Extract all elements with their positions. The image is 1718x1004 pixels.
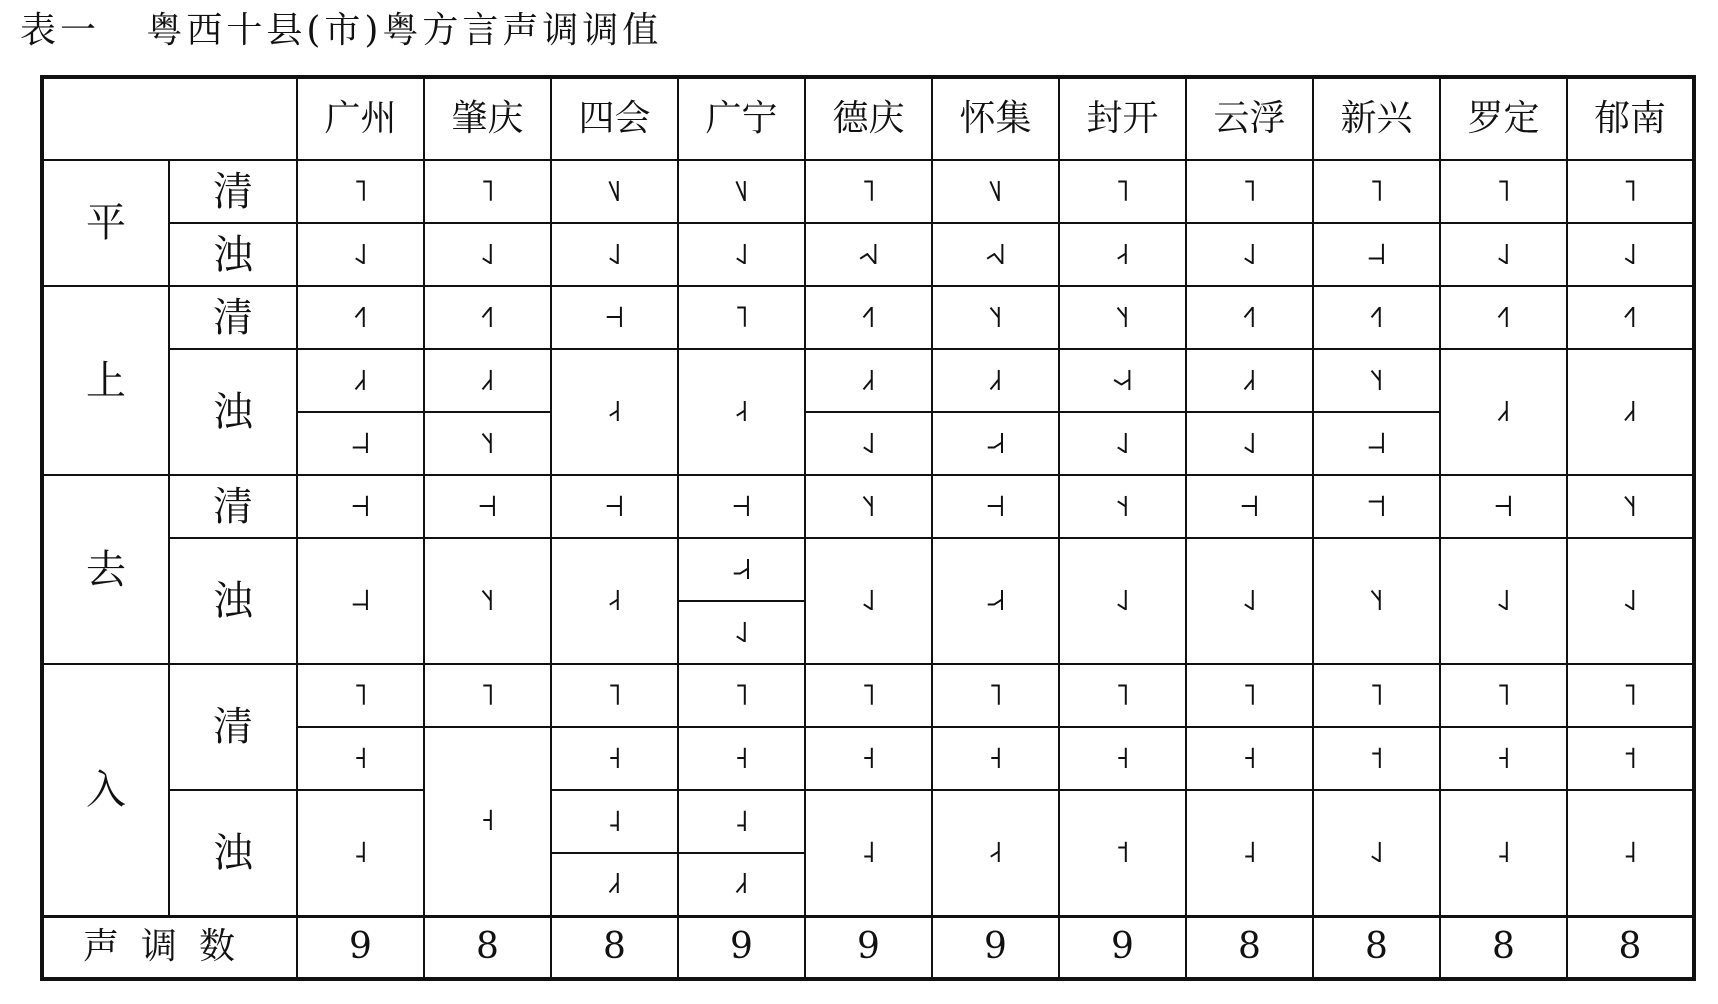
row-qu-zhuo-a	[42, 538, 1694, 601]
tone-count-value: 8	[424, 916, 551, 979]
tone-cell: ˧˥	[1567, 286, 1694, 349]
row-shang-qing	[42, 286, 1694, 349]
category-ping: 平	[42, 160, 169, 286]
category-ru: 入	[42, 664, 169, 916]
tone-cell: ˥˧	[1313, 538, 1440, 664]
tone-cell: ˥	[1186, 664, 1313, 727]
tone-cell: ˨˧	[551, 538, 678, 664]
tone-cell: ˥˧	[1059, 286, 1186, 349]
place-sihui: 四会	[551, 77, 678, 160]
tone-cell: ˨˧	[932, 790, 1059, 916]
tone-cell: ˧˥	[1313, 286, 1440, 349]
tone-cell: ˨˩	[1440, 223, 1567, 286]
corner-cell	[42, 77, 297, 160]
tone-cell: ˥	[805, 160, 932, 223]
tone-cell: ˨˩	[1440, 538, 1567, 664]
tone-cell: ˦	[1567, 727, 1694, 790]
tone-cell: ˨	[297, 790, 424, 916]
tone-cell: ˨	[678, 790, 805, 853]
tone-cell: ˧˥	[297, 286, 424, 349]
place-zhaoqing: 肇庆	[424, 77, 551, 160]
tone-count-value: 9	[805, 916, 932, 979]
row-qu-qing	[42, 475, 1694, 538]
tone-cell: ˩˧	[424, 349, 551, 412]
tone-cell: ˥	[297, 160, 424, 223]
tone-cell: ˨˩	[297, 223, 424, 286]
category-qu: 去	[42, 475, 169, 664]
register-qing: 清	[169, 664, 297, 790]
tone-cell: ˩˧	[932, 349, 1059, 412]
tone-cell: ˧˥	[1186, 286, 1313, 349]
tone-cell: ˨˩	[1186, 223, 1313, 286]
tone-cell: ˧˥	[424, 286, 551, 349]
tone-cell: ˥	[678, 664, 805, 727]
tone-cell: ˨˨	[1313, 412, 1440, 475]
table-caption: 表一 粤西十县(市)粤方言声调调值	[20, 10, 663, 51]
tone-cell: ˦˧	[1059, 475, 1186, 538]
tone-count-value: 9	[297, 916, 424, 979]
header-row	[42, 77, 1694, 160]
tone-count-value: 8	[1440, 916, 1567, 979]
tone-cell: ˥˧	[1567, 475, 1694, 538]
tone-cell: ˥˩	[678, 160, 805, 223]
tone-cell: ˧˥	[1440, 286, 1567, 349]
tone-cell: ˨˩	[1059, 412, 1186, 475]
tone-cell: ˧˧	[1440, 475, 1567, 538]
tone-cell: ˧	[805, 727, 932, 790]
tone-cell: ˥	[1059, 160, 1186, 223]
tone-count-value: 8	[1313, 916, 1440, 979]
tone-cell: ˧	[932, 727, 1059, 790]
register-qing: 清	[169, 475, 297, 538]
tone-cell: ˥˧	[805, 475, 932, 538]
tone-cell: ˨˩	[805, 412, 932, 475]
tone-cell: ˨˧˩	[932, 223, 1059, 286]
tone-cell: ˥˧	[424, 412, 551, 475]
tone-cell: ˥	[1313, 664, 1440, 727]
place-guangning: 广宁	[678, 77, 805, 160]
register-zhuo: 浊	[169, 790, 297, 916]
tone-cell: ˨˩	[678, 601, 805, 664]
tone-count-value: 8	[1186, 916, 1313, 979]
tone-cell: ˧	[1186, 727, 1313, 790]
tone-cell: ˨˧	[1059, 223, 1186, 286]
tone-cell: ˨˩	[1059, 538, 1186, 664]
tone-cell: ˨˩	[1313, 790, 1440, 916]
tone-cell: ˧	[1440, 727, 1567, 790]
tone-cell: ˥	[1440, 160, 1567, 223]
tone-cell: ˥	[424, 160, 551, 223]
row-ru-qing-a	[42, 664, 1694, 727]
tone-cell: ˧	[297, 727, 424, 790]
tone-cell: ˨˨	[297, 538, 424, 664]
tone-cell: ˨˩	[1186, 538, 1313, 664]
category-shang: 上	[42, 286, 169, 475]
tone-cell: ˧	[424, 727, 551, 916]
tone-cell: ˧˨˧	[1059, 349, 1186, 412]
tone-cell: ˩˧	[1186, 349, 1313, 412]
tone-cell: ˨˧˩	[805, 223, 932, 286]
tone-cell: ˥	[1059, 664, 1186, 727]
tone-cell: ˩˧	[297, 349, 424, 412]
tone-count-value: 9	[678, 916, 805, 979]
place-huaiji: 怀集	[932, 77, 1059, 160]
tone-cell: ˥	[932, 664, 1059, 727]
tone-cell: ˥˧	[424, 538, 551, 664]
tone-cell: ˩˧	[551, 853, 678, 916]
tone-cell: ˨	[551, 790, 678, 853]
tone-cell: ˧	[678, 727, 805, 790]
tone-cell: ˥	[551, 664, 678, 727]
row-ru-zhuo-a	[42, 790, 1694, 853]
tone-cell: ˥˩	[551, 160, 678, 223]
tone-value-table	[40, 75, 1696, 981]
tone-cell: ˦˦	[1313, 475, 1440, 538]
place-xinxing: 新兴	[1313, 77, 1440, 160]
tone-cell: ˨˨˧	[678, 538, 805, 601]
tone-cell: ˥˧	[1313, 349, 1440, 412]
tone-cell: ˨˩	[1186, 412, 1313, 475]
tone-cell: ˥	[297, 664, 424, 727]
tone-cell: ˧	[551, 727, 678, 790]
tone-cell: ˧˧	[678, 475, 805, 538]
tone-count-value: 8	[1567, 916, 1694, 979]
tone-cell: ˨˨	[1313, 223, 1440, 286]
tone-count-label: 声调数	[42, 916, 297, 979]
place-yunan: 郁南	[1567, 77, 1694, 160]
tone-cell: ˨˩	[1567, 223, 1694, 286]
tone-cell: ˦	[1059, 790, 1186, 916]
tone-cell: ˨˨	[297, 412, 424, 475]
tone-cell: ˩˧	[678, 853, 805, 916]
tone-cell: ˨˨˧	[932, 412, 1059, 475]
place-yunfu: 云浮	[1186, 77, 1313, 160]
tone-cell: ˥	[424, 664, 551, 727]
register-qing: 清	[169, 286, 297, 349]
tone-cell: ˨˧	[551, 349, 678, 475]
register-zhuo: 浊	[169, 223, 297, 286]
tone-cell: ˩˧	[1567, 349, 1694, 475]
tone-count-value: 9	[1059, 916, 1186, 979]
tone-cell: ˥	[1567, 160, 1694, 223]
tone-cell: ˥	[678, 286, 805, 349]
tone-cell: ˥˧	[932, 286, 1059, 349]
tone-cell: ˥	[1567, 664, 1694, 727]
tone-cell: ˥	[805, 664, 932, 727]
tone-cell: ˨˩	[805, 538, 932, 664]
register-zhuo: 浊	[169, 349, 297, 475]
tone-cell: ˨˨˧	[932, 538, 1059, 664]
place-fengkai: 封开	[1059, 77, 1186, 160]
tone-cell: ˧	[1059, 727, 1186, 790]
tone-cell: ˨	[1440, 790, 1567, 916]
register-zhuo: 浊	[169, 538, 297, 664]
tone-count-value: 8	[551, 916, 678, 979]
tone-cell: ˨˩	[551, 223, 678, 286]
tone-cell: ˨˩	[678, 223, 805, 286]
place-deqing: 德庆	[805, 77, 932, 160]
tone-count-value: 9	[932, 916, 1059, 979]
tone-cell: ˨	[1567, 790, 1694, 916]
tone-cell: ˨˧	[678, 349, 805, 475]
register-qing: 清	[169, 160, 297, 223]
tone-cell: ˧˧	[551, 286, 678, 349]
place-guangzhou: 广州	[297, 77, 424, 160]
tone-cell: ˨	[1186, 790, 1313, 916]
tone-cell: ˩˧	[805, 349, 932, 412]
tone-cell: ˥	[1313, 160, 1440, 223]
tone-cell: ˧˧	[297, 475, 424, 538]
tone-cell: ˨	[805, 790, 932, 916]
tone-cell: ˧˧	[424, 475, 551, 538]
row-shang-zhuo-a	[42, 349, 1694, 412]
row-ping-zhuo	[42, 223, 1694, 286]
tone-cell: ˨˩	[1567, 538, 1694, 664]
tone-cell: ˥	[1186, 160, 1313, 223]
tone-cell: ˦	[1313, 727, 1440, 790]
tone-cell: ˨˩	[424, 223, 551, 286]
tone-cell: ˩˧	[1440, 349, 1567, 475]
tone-count-row	[42, 916, 1694, 979]
tone-cell: ˧˥	[805, 286, 932, 349]
place-luoding: 罗定	[1440, 77, 1567, 160]
tone-cell: ˧˧	[932, 475, 1059, 538]
tone-cell: ˧˧	[551, 475, 678, 538]
row-ping-qing	[42, 160, 1694, 223]
tone-cell: ˥	[1440, 664, 1567, 727]
tone-cell: ˧˧	[1186, 475, 1313, 538]
tone-cell: ˥˩	[932, 160, 1059, 223]
